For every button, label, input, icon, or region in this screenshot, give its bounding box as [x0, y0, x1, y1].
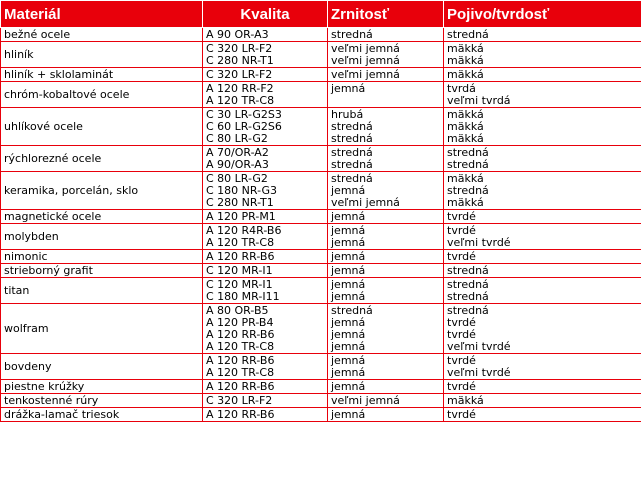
grit-line: stredná — [331, 304, 373, 317]
grit-line: jemná — [331, 316, 366, 329]
bond-cell — [444, 304, 641, 354]
bond-cell — [444, 354, 641, 380]
bond-cell — [444, 394, 641, 408]
bond-line: tvrdé — [447, 328, 476, 341]
grit-line: jemná — [331, 184, 366, 197]
bond-cell — [444, 250, 641, 264]
quality-cell — [203, 250, 328, 264]
quality-line: C 120 MR-I1 — [206, 264, 273, 277]
material-cell: rýchlorezné ocele — [1, 146, 203, 172]
bond-line: stredná — [447, 264, 489, 277]
grit-line: jemná — [331, 224, 366, 237]
material-cell: drážka-lamač triesok — [1, 408, 203, 422]
quality-line: A 120 PR-B4 — [206, 316, 274, 329]
grit-line: jemná — [331, 210, 366, 223]
quality-cell — [203, 264, 328, 278]
table-row — [1, 146, 641, 172]
bond-cell — [444, 408, 641, 422]
quality-line: A 120 RR-B6 — [206, 250, 275, 263]
grit-line: jemná — [331, 290, 366, 303]
bond-line: veľmi tvrdé — [447, 236, 511, 249]
grit-line: jemná — [331, 366, 366, 379]
table-row — [1, 224, 641, 250]
quality-line: A 120 TR-C8 — [206, 236, 275, 249]
grit-cell — [328, 82, 444, 108]
bond-cell — [444, 108, 641, 146]
quality-line: C 180 NR-G3 — [206, 184, 277, 197]
material-cell: bovdeny — [1, 354, 203, 380]
grit-line: stredná — [331, 158, 373, 171]
table-row — [1, 68, 641, 82]
table-row — [1, 108, 641, 146]
grit-cell — [328, 354, 444, 380]
bond-line: mäkká — [447, 394, 484, 407]
quality-cell — [203, 68, 328, 82]
bond-cell — [444, 380, 641, 394]
bond-line: mäkká — [447, 68, 484, 81]
table-row — [1, 42, 641, 68]
grit-cell — [328, 172, 444, 210]
grit-line: stredná — [331, 132, 373, 145]
bond-line: tvrdá — [447, 82, 476, 95]
quality-line: C 280 NR-T1 — [206, 54, 274, 67]
bond-line: tvrdé — [447, 380, 476, 393]
quality-line: C 120 MR-I1 — [206, 278, 273, 291]
quality-cell — [203, 354, 328, 380]
grit-line: stredná — [331, 120, 373, 133]
material-cell: uhlíkové ocele — [1, 108, 203, 146]
table-row — [1, 264, 641, 278]
bond-cell — [444, 264, 641, 278]
table-row — [1, 394, 641, 408]
grit-line: stredná — [331, 28, 373, 41]
header-grit: Zrnitosť — [328, 1, 444, 28]
grit-line: jemná — [331, 340, 366, 353]
grit-cell — [328, 224, 444, 250]
bond-cell — [444, 224, 641, 250]
material-cell: keramika, porcelán, sklo — [1, 172, 203, 210]
quality-line: A 120 TR-C8 — [206, 366, 275, 379]
grit-cell — [328, 210, 444, 224]
grit-line: jemná — [331, 328, 366, 341]
quality-line: A 90/OR-A3 — [206, 158, 269, 171]
bond-line: mäkká — [447, 54, 484, 67]
material-cell: nimonic — [1, 250, 203, 264]
grit-cell — [328, 250, 444, 264]
grit-cell — [328, 68, 444, 82]
quality-line: A 120 R4R-B6 — [206, 224, 282, 237]
grit-cell — [328, 304, 444, 354]
grit-line: jemná — [331, 380, 366, 393]
material-cell: molybden — [1, 224, 203, 250]
bond-cell — [444, 278, 641, 304]
quality-cell — [203, 278, 328, 304]
quality-line: A 90 OR-A3 — [206, 28, 269, 41]
bond-line: stredná — [447, 290, 489, 303]
bond-cell — [444, 68, 641, 82]
quality-cell — [203, 28, 328, 42]
table-row — [1, 250, 641, 264]
quality-line: A 120 RR-B6 — [206, 354, 275, 367]
bond-line: tvrdé — [447, 408, 476, 421]
header-row — [1, 1, 641, 28]
grit-line: veľmi jemná — [331, 42, 400, 55]
bond-line: veľmi tvrdé — [447, 366, 511, 379]
grit-cell — [328, 28, 444, 42]
grit-cell — [328, 408, 444, 422]
table-body — [1, 28, 641, 422]
quality-line: A 120 RR-F2 — [206, 82, 274, 95]
bond-line: tvrdé — [447, 224, 476, 237]
grit-line: jemná — [331, 82, 366, 95]
grit-cell — [328, 278, 444, 304]
bond-line: stredná — [447, 28, 489, 41]
bond-line: stredná — [447, 146, 489, 159]
bond-cell — [444, 146, 641, 172]
quality-line: A 120 PR-M1 — [206, 210, 276, 223]
material-cell: magnetické ocele — [1, 210, 203, 224]
header-material: Materiál — [1, 1, 203, 28]
table-row — [1, 28, 641, 42]
bond-line: mäkká — [447, 108, 484, 121]
grit-line: jemná — [331, 278, 366, 291]
quality-line: C 320 LR-F2 — [206, 394, 273, 407]
quality-line: C 30 LR-G2S3 — [206, 108, 282, 121]
bond-cell — [444, 210, 641, 224]
material-cell: bežné ocele — [1, 28, 203, 42]
grit-line: veľmi jemná — [331, 196, 400, 209]
material-cell: wolfram — [1, 304, 203, 354]
grit-line: jemná — [331, 408, 366, 421]
bond-cell — [444, 172, 641, 210]
bond-line: veľmi tvrdá — [447, 94, 511, 107]
material-cell: titan — [1, 278, 203, 304]
grit-line: jemná — [331, 250, 366, 263]
table-row — [1, 172, 641, 210]
table-row — [1, 210, 641, 224]
header-quality: Kvalita — [203, 1, 328, 28]
quality-cell — [203, 42, 328, 68]
table-row — [1, 408, 641, 422]
quality-line: A 120 RR-B6 — [206, 380, 275, 393]
quality-cell — [203, 146, 328, 172]
material-cell: piestne krúžky — [1, 380, 203, 394]
grit-line: jemná — [331, 264, 366, 277]
quality-line: C 80 LR-G2 — [206, 172, 268, 185]
quality-line: C 320 LR-F2 — [206, 68, 273, 81]
bond-line: stredná — [447, 184, 489, 197]
quality-cell — [203, 394, 328, 408]
quality-cell — [203, 304, 328, 354]
grit-cell — [328, 146, 444, 172]
grit-cell — [328, 394, 444, 408]
quality-line: A 120 RR-B6 — [206, 328, 275, 341]
quality-line: A 80 OR-B5 — [206, 304, 269, 317]
quality-line: C 280 NR-T1 — [206, 196, 274, 209]
quality-cell — [203, 108, 328, 146]
grit-line: hrubá — [331, 108, 364, 121]
quality-line: C 320 LR-F2 — [206, 42, 273, 55]
bond-cell — [444, 82, 641, 108]
table-row — [1, 278, 641, 304]
bond-line: tvrdé — [447, 210, 476, 223]
grit-line — [331, 95, 440, 107]
grit-line: stredná — [331, 172, 373, 185]
bond-line: mäkká — [447, 132, 484, 145]
bond-line: mäkká — [447, 172, 484, 185]
quality-cell — [203, 82, 328, 108]
table-row — [1, 304, 641, 354]
quality-line: A 120 RR-B6 — [206, 408, 275, 421]
grit-cell — [328, 380, 444, 394]
grit-line: stredná — [331, 146, 373, 159]
quality-cell — [203, 380, 328, 394]
bond-line: tvrdé — [447, 354, 476, 367]
material-cell: hliník + sklolaminát — [1, 68, 203, 82]
bond-line: tvrdé — [447, 316, 476, 329]
grit-cell — [328, 42, 444, 68]
quality-cell — [203, 172, 328, 210]
bond-line: tvrdé — [447, 250, 476, 263]
grit-line: veľmi jemná — [331, 394, 400, 407]
quality-line: A 120 TR-C8 — [206, 340, 275, 353]
bond-line: mäkká — [447, 42, 484, 55]
bond-line: mäkká — [447, 120, 484, 133]
header-bond: Pojivo/tvrdosť — [444, 1, 641, 28]
table-row — [1, 82, 641, 108]
grit-cell — [328, 264, 444, 278]
quality-cell — [203, 224, 328, 250]
material-cell: strieborný grafit — [1, 264, 203, 278]
bond-cell — [444, 28, 641, 42]
quality-line: A 70/OR-A2 — [206, 146, 269, 159]
quality-line: C 180 MR-I11 — [206, 290, 280, 303]
quality-line: C 60 LR-G2S6 — [206, 120, 282, 133]
grit-line: jemná — [331, 236, 366, 249]
bond-line: stredná — [447, 304, 489, 317]
quality-line: C 80 LR-G2 — [206, 132, 268, 145]
grit-line: veľmi jemná — [331, 68, 400, 81]
bond-line: stredná — [447, 278, 489, 291]
material-cell: tenkostenné rúry — [1, 394, 203, 408]
material-cell: hliník — [1, 42, 203, 68]
table-row — [1, 354, 641, 380]
grit-line: veľmi jemná — [331, 54, 400, 67]
material-cell: chróm-kobaltové ocele — [1, 82, 203, 108]
quality-line: A 120 TR-C8 — [206, 94, 275, 107]
bond-line: veľmi tvrdé — [447, 340, 511, 353]
quality-cell — [203, 210, 328, 224]
bond-line: mäkká — [447, 196, 484, 209]
quality-cell — [203, 408, 328, 422]
bond-cell — [444, 42, 641, 68]
grit-cell — [328, 108, 444, 146]
grit-line: jemná — [331, 354, 366, 367]
bond-line: stredná — [447, 158, 489, 171]
table-row — [1, 380, 641, 394]
